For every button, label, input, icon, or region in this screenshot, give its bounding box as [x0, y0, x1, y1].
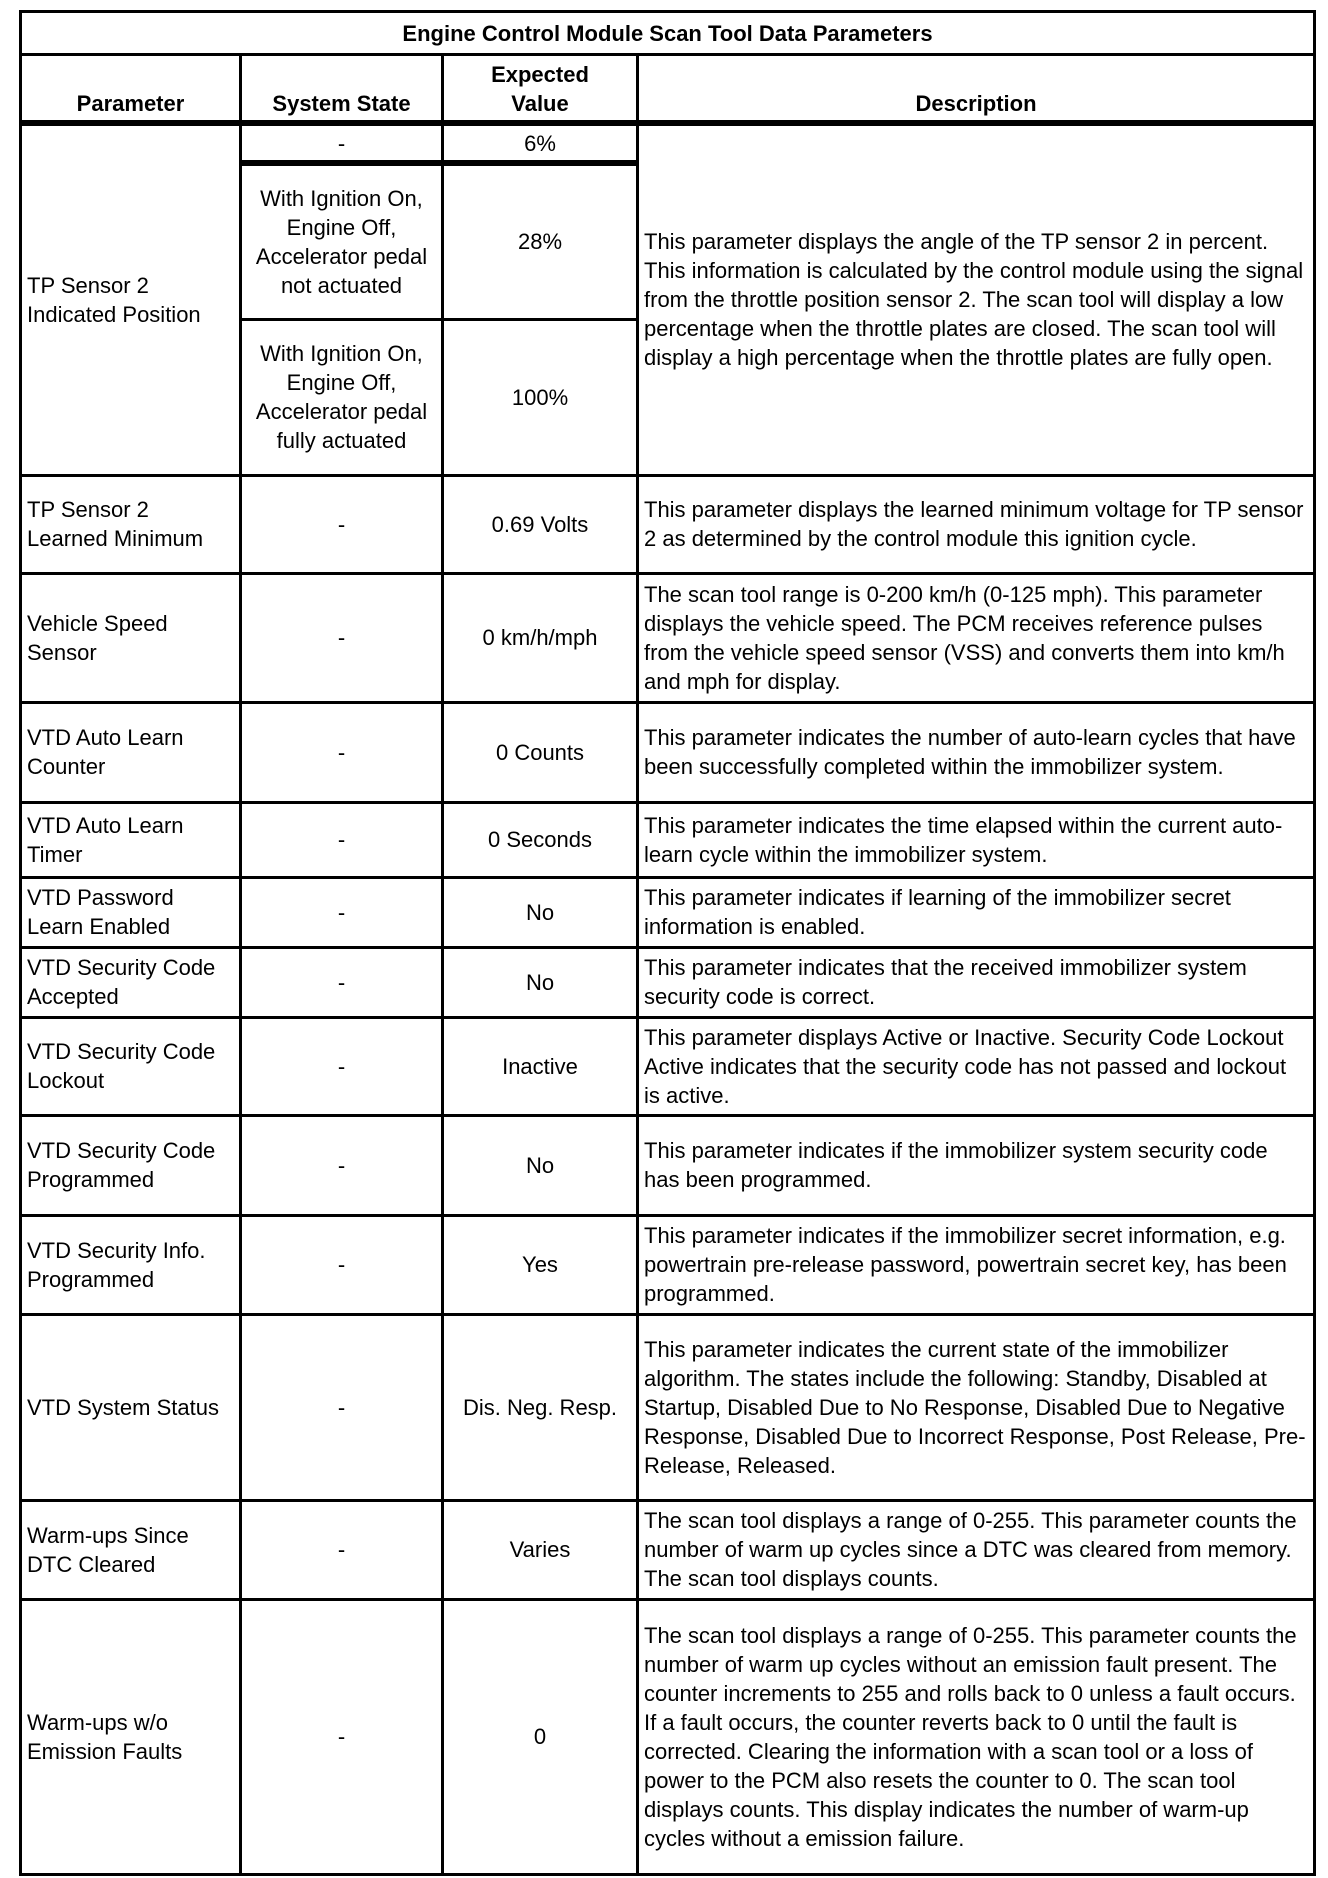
parameter-cell: VTD Password Learn Enabled: [21, 877, 241, 947]
table-row: [21, 947, 1315, 1017]
table-row: [21, 123, 1315, 163]
header-system-state: System State: [241, 55, 443, 124]
table-row: [21, 573, 1315, 702]
table-row: [21, 702, 1315, 802]
value-cell: 6%: [443, 123, 638, 163]
table-row: [21, 1314, 1315, 1500]
parameter-cell: VTD Security Code Programmed: [21, 1115, 241, 1215]
value-cell: 0 km/h/mph: [443, 573, 638, 702]
value-cell: No: [443, 877, 638, 947]
header-description: Description: [638, 55, 1315, 124]
value-cell: 0: [443, 1599, 638, 1874]
state-cell: -: [241, 802, 443, 877]
header-expected-value: [443, 55, 638, 124]
table-row: [21, 1115, 1315, 1215]
value-cell: No: [443, 1115, 638, 1215]
value-cell: 100%: [443, 319, 638, 475]
description-cell: This parameter displays the angle of the TP sensor 2 in percent. This information is calculated by the control module using the signal from the throttle position sensor 2. The scan tool will display a low percentage when the throttle plates are closed. The scan tool will display a high percentage when the throttle plates are fully open.: [638, 123, 1315, 475]
description-cell: This parameter indicates if the immobilizer system security code has been programmed.: [638, 1115, 1315, 1215]
description-cell: This parameter indicates the time elapsed within the current auto-learn cycle within the immobilizer system.: [638, 802, 1315, 877]
state-cell: With Ignition On, Engine Off, Accelerator pedal not actuated: [241, 163, 443, 319]
header-expected-line1: Expected: [491, 62, 589, 87]
value-cell: No: [443, 947, 638, 1017]
table-row: [21, 877, 1315, 947]
parameter-cell: TP Sensor 2 Indicated Position: [21, 123, 241, 475]
state-cell: -: [241, 1115, 443, 1215]
state-cell: -: [241, 947, 443, 1017]
description-cell: This parameter indicates the current state of the immobilizer algorithm. The states include the following: Standby, Disabled at Startup, Disabled Due to No Response, Disabled Due to Negative Response, Disabled Due to Incorrect Response, Post Release, Pre-Release, Released.: [638, 1314, 1315, 1500]
table-row: [21, 1500, 1315, 1599]
parameter-cell: Warm-ups w/o Emission Faults: [21, 1599, 241, 1874]
state-cell: -: [241, 475, 443, 573]
state-cell: -: [241, 877, 443, 947]
parameter-cell: Vehicle Speed Sensor: [21, 573, 241, 702]
description-cell: The scan tool displays a range of 0-255. This parameter counts the number of warm up cycles without an emission fault present. The counter increments to 255 and rolls back to 0 unless a fault occurs. If a fault occurs, the counter reverts back to 0 until the fault is corrected. Clearing the information with a scan tool or a loss of power to the PCM also resets the counter to 0. The scan tool displays counts. This display indicates the number of warm-up cycles without a emission failure.: [638, 1599, 1315, 1874]
table-row: [21, 802, 1315, 877]
parameter-cell: TP Sensor 2 Learned Minimum: [21, 475, 241, 573]
state-cell: -: [241, 1314, 443, 1500]
table-row: [21, 475, 1315, 573]
table-row: [21, 1599, 1315, 1874]
table-title: Engine Control Module Scan Tool Data Parameters: [21, 12, 1315, 55]
state-cell: -: [241, 1017, 443, 1115]
description-cell: This parameter indicates if the immobilizer secret information, e.g. powertrain pre-release password, powertrain secret key, has been programmed.: [638, 1215, 1315, 1314]
state-cell: -: [241, 1599, 443, 1874]
value-cell: 0 Seconds: [443, 802, 638, 877]
scan-tool-data-table: [19, 10, 1316, 1876]
value-cell: Inactive: [443, 1017, 638, 1115]
value-cell: 0.69 Volts: [443, 475, 638, 573]
value-cell: Varies: [443, 1500, 638, 1599]
table-row: [21, 1017, 1315, 1115]
table-row: [21, 1215, 1315, 1314]
header-row: [21, 55, 1315, 124]
parameter-cell: VTD System Status: [21, 1314, 241, 1500]
description-cell: This parameter displays Active or Inactive. Security Code Lockout Active indicates that the security code has not passed and lockout is active.: [638, 1017, 1315, 1115]
state-cell: -: [241, 1215, 443, 1314]
state-cell: -: [241, 123, 443, 163]
value-cell: 28%: [443, 163, 638, 319]
title-row: [21, 12, 1315, 55]
description-cell: This parameter displays the learned minimum voltage for TP sensor 2 as determined by the control module this ignition cycle.: [638, 475, 1315, 573]
state-cell: -: [241, 573, 443, 702]
state-cell: With Ignition On, Engine Off, Accelerator pedal fully actuated: [241, 319, 443, 475]
state-cell: -: [241, 702, 443, 802]
state-cell: -: [241, 1500, 443, 1599]
header-expected-line2: Value: [511, 91, 569, 116]
description-cell: This parameter indicates that the received immobilizer system security code is correct.: [638, 947, 1315, 1017]
description-cell: This parameter indicates the number of auto-learn cycles that have been successfully completed within the immobilizer system.: [638, 702, 1315, 802]
parameter-cell: VTD Security Info. Programmed: [21, 1215, 241, 1314]
value-cell: Yes: [443, 1215, 638, 1314]
parameter-cell: VTD Auto Learn Counter: [21, 702, 241, 802]
value-cell: Dis. Neg. Resp.: [443, 1314, 638, 1500]
header-parameter: Parameter: [21, 55, 241, 124]
description-cell: This parameter indicates if learning of the immobilizer secret information is enabled.: [638, 877, 1315, 947]
parameter-cell: VTD Security Code Lockout: [21, 1017, 241, 1115]
description-cell: The scan tool displays a range of 0-255. This parameter counts the number of warm up cycles since a DTC was cleared from memory. The scan tool displays counts.: [638, 1500, 1315, 1599]
parameter-cell: Warm-ups Since DTC Cleared: [21, 1500, 241, 1599]
parameter-cell: VTD Auto Learn Timer: [21, 802, 241, 877]
parameter-cell: VTD Security Code Accepted: [21, 947, 241, 1017]
value-cell: 0 Counts: [443, 702, 638, 802]
description-cell: The scan tool range is 0-200 km/h (0-125 mph). This parameter displays the vehicle speed. The PCM receives reference pulses from the vehicle speed sensor (VSS) and converts them into km/h and mph for display.: [638, 573, 1315, 702]
